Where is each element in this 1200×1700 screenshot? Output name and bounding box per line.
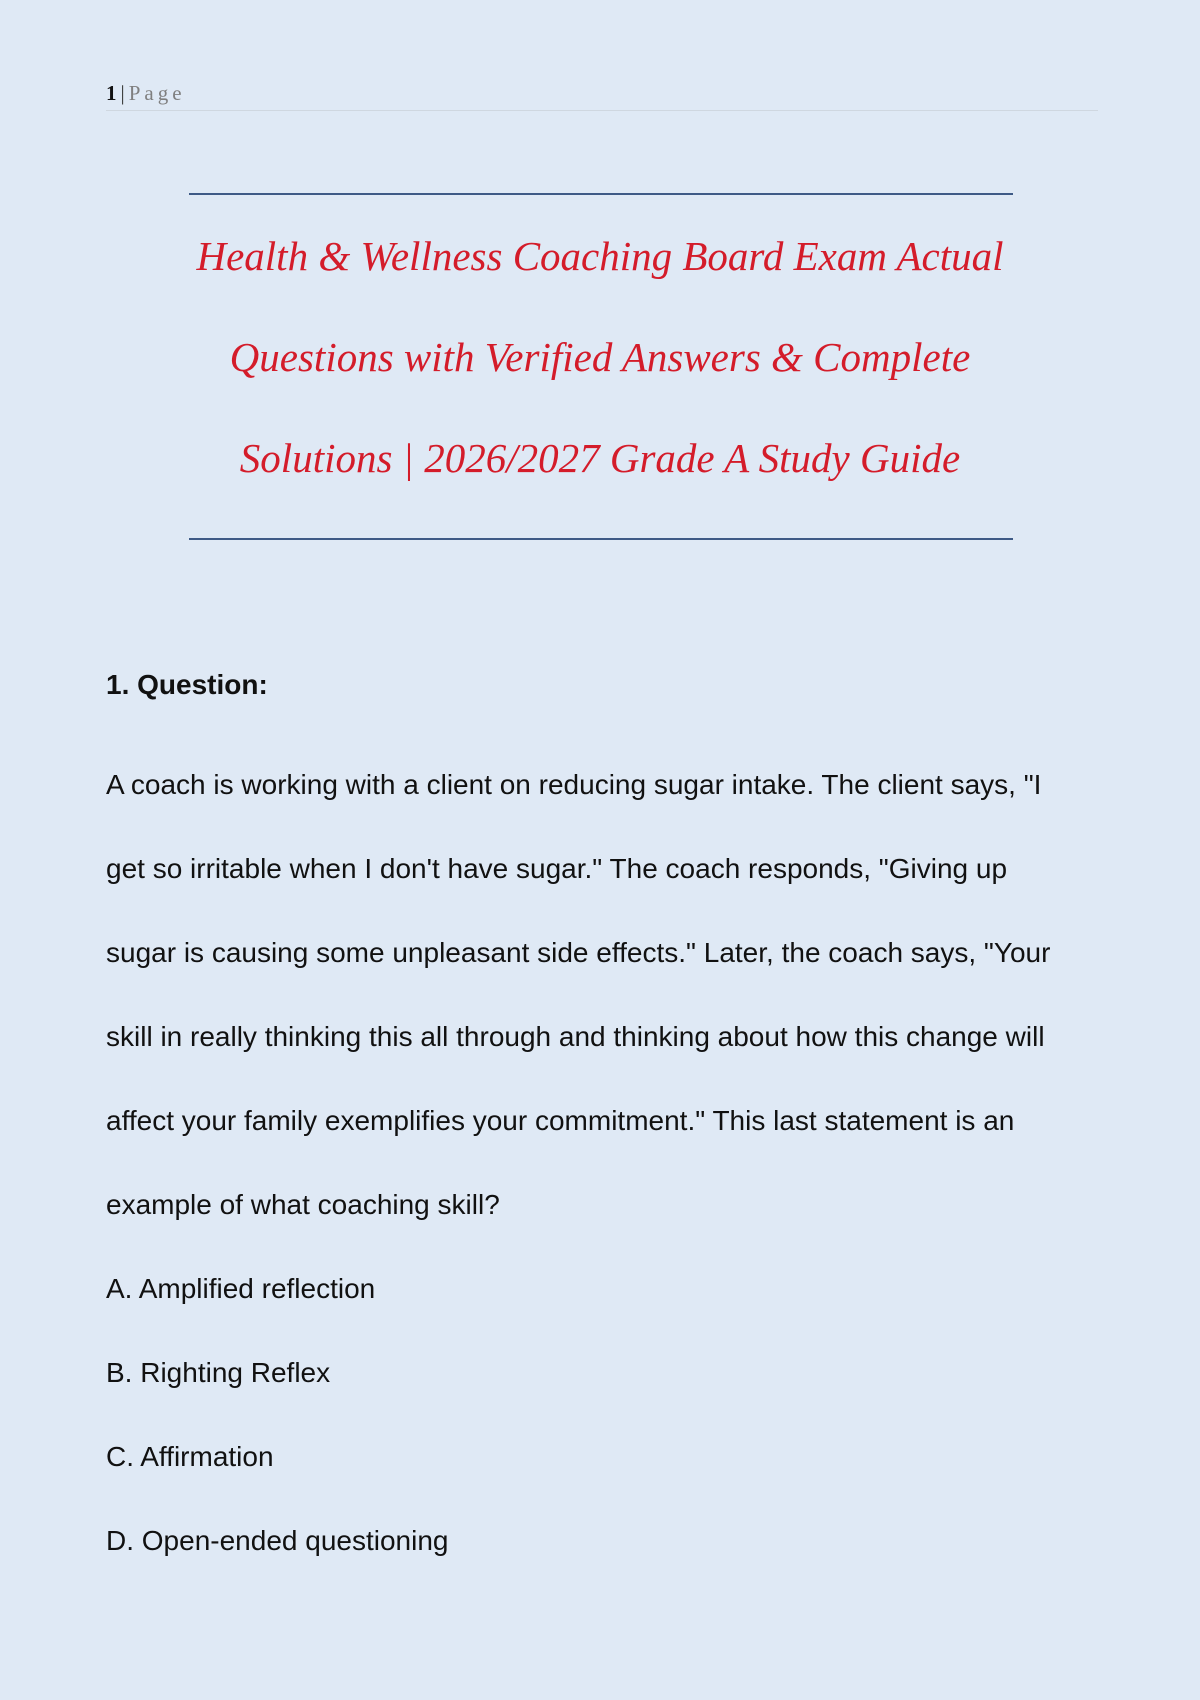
page-label: Page — [128, 81, 186, 105]
answer-options — [106, 1247, 1106, 1583]
title-line: Questions with Verified Answers & Complete — [229, 334, 971, 380]
answer-option-d: D. Open-ended questioning — [106, 1525, 449, 1556]
question-text-line: example of what coaching skill? — [106, 1189, 500, 1220]
answer-option-a: A. Amplified reflection — [106, 1273, 376, 1304]
question-text-line: affect your family exemplifies your commitment." This last statement is an — [106, 1105, 1015, 1136]
question-heading: 1. Question: — [106, 669, 268, 700]
answer-option-b: B. Righting Reflex — [106, 1357, 331, 1388]
page-number: 1 — [106, 81, 117, 105]
title-rule-top — [189, 193, 1013, 195]
document-title — [150, 206, 1050, 509]
answer-option-c: C. Affirmation — [106, 1441, 274, 1472]
question-text — [106, 743, 1106, 1247]
question-text-line: sugar is causing some unpleasant side effects." Later, the coach says, "Your — [106, 937, 1051, 968]
question-text-line: get so irritable when I don't have sugar." The coach responds, "Giving up — [106, 853, 1008, 884]
question-text-line: A coach is working with a client on reducing sugar intake. The client says, "I — [106, 769, 1042, 800]
page-separator: | — [120, 81, 125, 105]
title-line: Solutions | 2026/2027 Grade A Study Guide — [239, 435, 961, 481]
title-rule-bottom — [189, 538, 1013, 540]
page-header — [106, 80, 1098, 111]
question-text-line: skill in really thinking this all through and thinking about how this change will — [106, 1021, 1045, 1052]
title-line: Health & Wellness Coaching Board Exam Actual — [196, 233, 1004, 279]
question-block — [106, 659, 1106, 1583]
